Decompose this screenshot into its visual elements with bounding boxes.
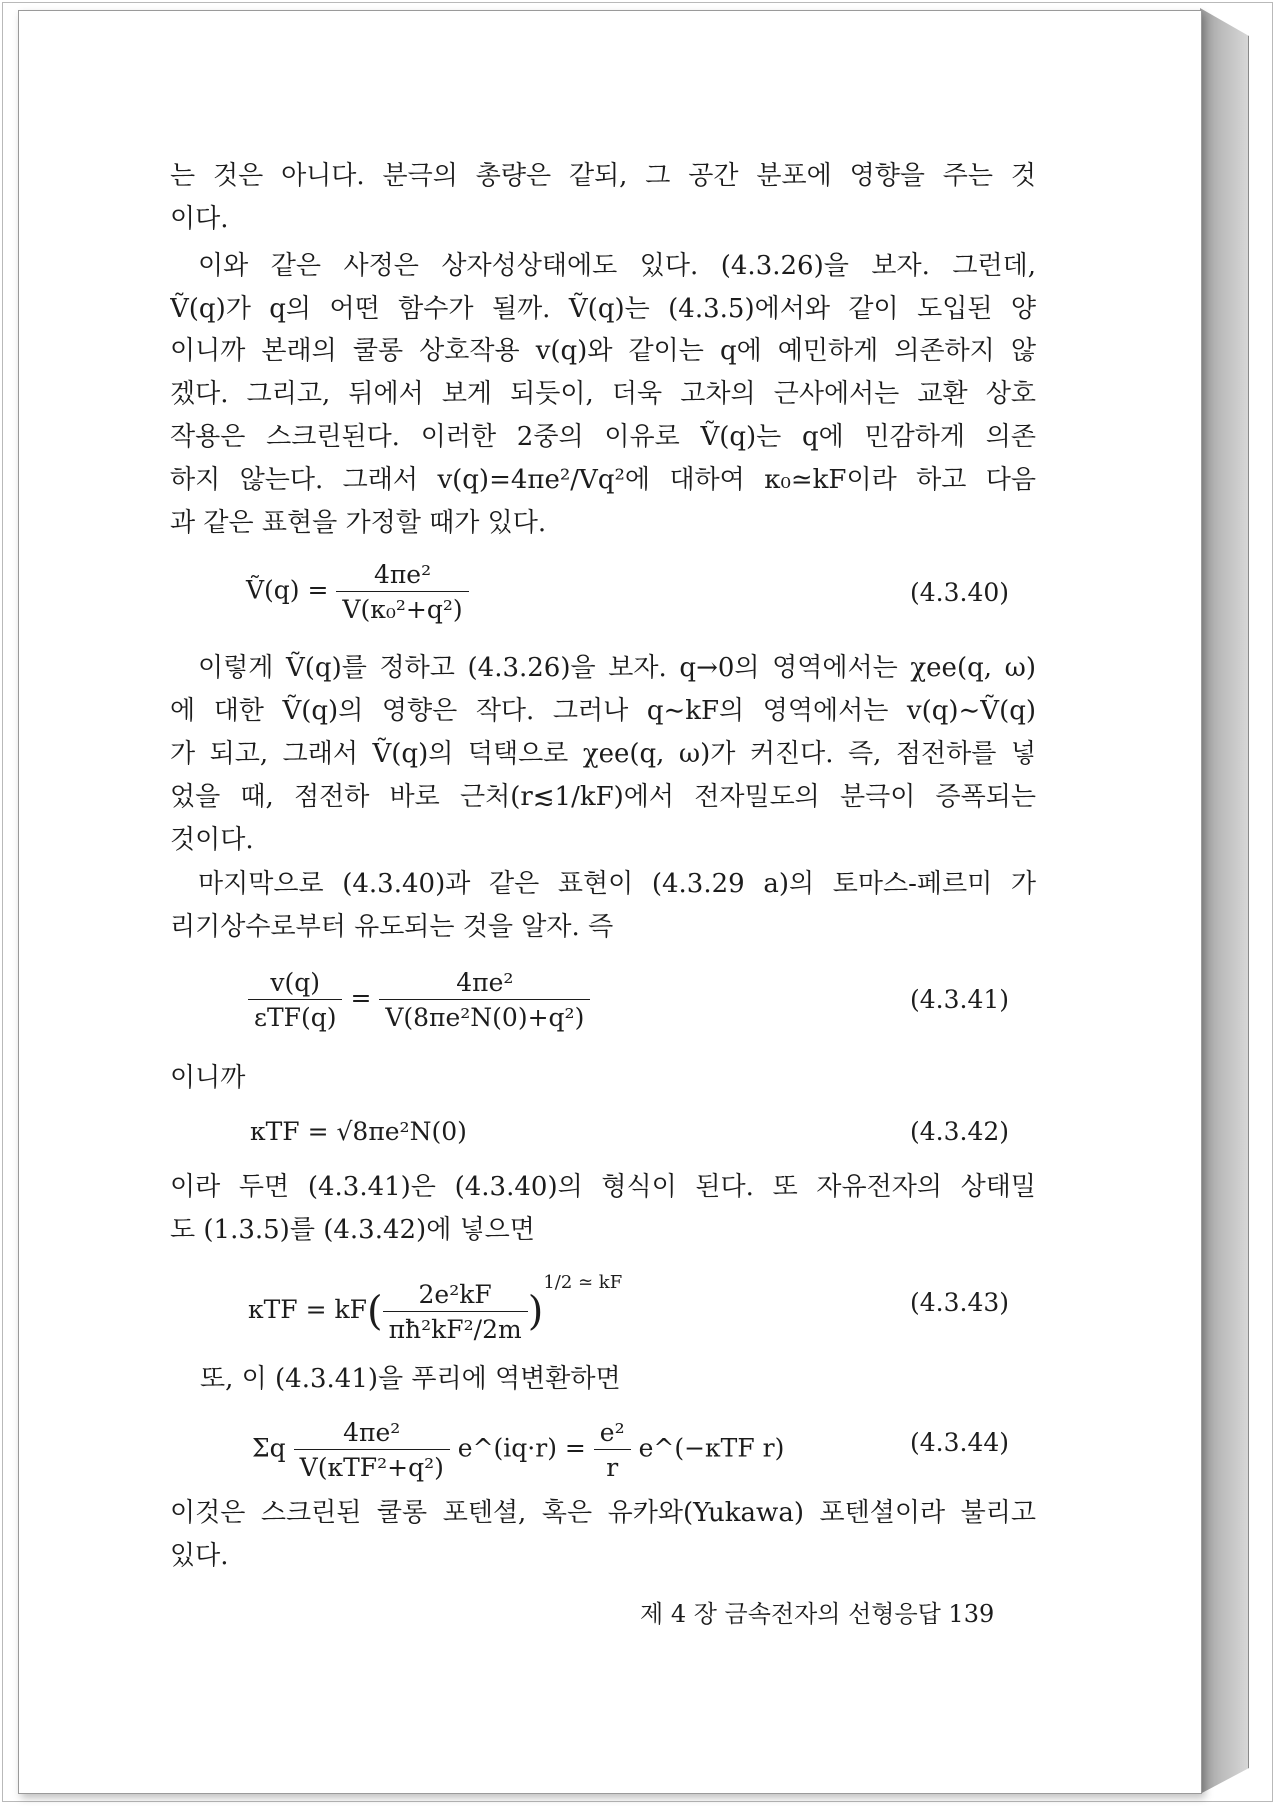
equation-number: (4.3.40)	[910, 578, 1010, 607]
equation-4-3-44	[252, 1418, 784, 1482]
eq44-sum: Σq	[252, 1433, 286, 1463]
text-line: 에 대한 Ṽ(q)의 영향은 작다. 그러나 q∼kF의 영역에서는 v(q)∼Ṽ(q)	[170, 696, 1036, 726]
text-line: 가 되고, 그래서 Ṽ(q)의 덕택으로 χee(q, ω)가 커진다. 즉, 점전하를 넣	[170, 739, 1036, 769]
eq43-fraction	[383, 1280, 528, 1344]
equation-number: (4.3.43)	[910, 1288, 1010, 1317]
text-line: 하지 않는다. 그래서 v(q)=4πe²/Vq²에 대하여 κ₀≃kF이라 하고 다음	[170, 465, 1036, 495]
eq44-mid: e^(iq·r) =	[457, 1433, 586, 1463]
text-line: 이와 같은 사정은 상자성상태에도 있다. (4.3.26)을 보자. 그런데,	[198, 251, 1036, 281]
text-line: 있다.	[170, 1541, 229, 1571]
text-line: 작용은 스크린된다. 이러한 2중의 이유로 Ṽ(q)는 q에 민감하게 의존	[170, 422, 1036, 452]
text-line: 이다.	[170, 204, 229, 234]
text-line: 도 (1.3.5)를 (4.3.42)에 넣으면	[170, 1215, 535, 1245]
text-line: 었을 때, 점전하 바로 근처(r≲1/kF)에서 전자밀도의 분극이 증폭되는	[170, 782, 1036, 812]
text-line: 는 것은 아니다. 분극의 총량은 같되, 그 공간 분포에 영향을 주는 것	[170, 161, 1036, 191]
eq43-numerator: 2e²kF	[383, 1280, 528, 1312]
equation-4-3-42: κTF = √8πe²N(0)	[250, 1117, 467, 1146]
text-line: 것이다.	[170, 825, 254, 855]
text-line: 이렇게 Ṽ(q)를 정하고 (4.3.26)을 보자. q→0의 영역에서는 χee(q, ω)	[198, 653, 1036, 683]
eq41-denominator: V(8πe²N(0)+q²)	[385, 1003, 585, 1032]
eq44-rhs-numerator: e²	[594, 1418, 631, 1450]
text-line: 마지막으로 (4.3.40)과 같은 표현이 (4.3.29 a)의 토마스-페르미 가	[198, 869, 1036, 899]
equation-4-3-41	[248, 968, 590, 1032]
eq41-equals: =	[350, 983, 372, 1013]
text-line: 이니까	[170, 1063, 246, 1093]
eq40-lhs: Ṽ(q) =	[246, 575, 329, 605]
eq44-rhs-fraction	[594, 1418, 631, 1482]
text-line: 이니까 본래의 쿨롱 상호작용 v(q)와 같이는 q에 예민하게 의존하지 않	[170, 336, 1036, 366]
eq44-rhs-denominator: r	[606, 1453, 619, 1482]
eq41-rhs-fraction	[379, 968, 590, 1032]
eq44-tail: e^(−κTF r)	[638, 1433, 785, 1463]
eq43-tail: 1/2 ≃ kF	[543, 1272, 623, 1293]
page-footer: 제 4 장 금속전자의 선형응답 139	[640, 1600, 995, 1628]
equation-4-3-43: κTF = kF( $\frac{\text{2e²kF}}{\text{πħ²kF²/2m}}$ )$^{1/2 ≃ kF}$	[248, 1272, 623, 1344]
eq44-numerator: 4πe²	[294, 1418, 450, 1450]
eq41-lhs-numerator: v(q)	[248, 968, 342, 1000]
eq41-lhs-fraction	[248, 968, 342, 1032]
eq43-denominator: πħ²kF²/2m	[388, 1314, 522, 1344]
eq40-denominator: V(κ₀²+q²)	[342, 595, 463, 624]
eq40-numerator: 4πe²	[336, 560, 468, 592]
text-line: 또, 이 (4.3.41)을 푸리에 역변환하면	[200, 1364, 621, 1394]
equation-number: (4.3.42)	[910, 1117, 1010, 1146]
text-line: Ṽ(q)가 q의 어떤 함수가 될까. Ṽ(q)는 (4.3.5)에서와 같이 도입된 양	[170, 294, 1036, 324]
equation-4-3-40	[246, 560, 469, 624]
eq44-fraction	[294, 1418, 450, 1482]
eq41-lhs-denominator: εTF(q)	[254, 1003, 337, 1032]
text-line: 겠다. 그리고, 뒤에서 보게 되듯이, 더욱 고차의 근사에서는 교환 상호	[170, 379, 1036, 409]
eq41-numerator: 4πe²	[379, 968, 590, 1000]
equation-number: (4.3.44)	[910, 1428, 1010, 1457]
text-line: 리기상수로부터 유도되는 것을 알자. 즉	[170, 912, 614, 942]
eq40-fraction	[336, 560, 468, 624]
page-stack-edge	[1200, 8, 1249, 1794]
text-line: 과 같은 표현을 가정할 때가 있다.	[170, 508, 547, 538]
text-line: 이라 두면 (4.3.41)은 (4.3.40)의 형식이 된다. 또 자유전자의 상태밀	[170, 1172, 1036, 1202]
eq44-denominator: V(κTF²+q²)	[299, 1453, 444, 1482]
text-line: 이것은 스크린된 쿨롱 포텐셜, 혹은 유카와(Yukawa) 포텐셜이라 불리고	[170, 1498, 1036, 1528]
eq43-lhs: κTF = kF	[248, 1295, 367, 1324]
equation-number: (4.3.41)	[910, 985, 1010, 1014]
